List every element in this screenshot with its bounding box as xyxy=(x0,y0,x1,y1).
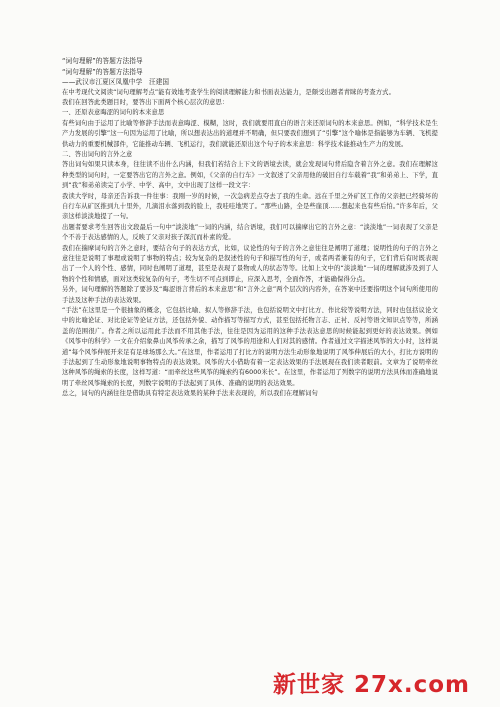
paragraph-lead: 我们在回答此类题目时，要答出下面两个核心层次的意思： xyxy=(62,98,229,106)
paragraph-additional: 另外，词句理解的答题除了要涉及“晦涩语言背后的本来意思”和“言外之意”两个层次的内容外，在答案中还要指明这个词句所使用的手法及这种手法的表达效果。 xyxy=(62,286,438,304)
article-body xyxy=(62,56,438,400)
paragraph-technique: “手法”在这里是一个很抽象的概念，它包括比喻、拟人等修辞手法，也包括说明文中打比方、作比较等说明方法，同时也包括议论文中的比喻论证、对比论证等论证方法，还包括外貌、动作描写等描写方式，甚至包括托物言志、正衬、反衬等语文知识点等等，所涵盖的范围很广。作者之所以运用此手法而不用其他手法，往往是因为运用的这种手法表达意思的时候能起到更好的表达效果。例如《风筝中的科学》一文在介绍象鼻山风筝传承之余，描写了风筝的用途和人们对其的感情。作者通过文字描述风筝的大小时，这样说道“每个风筝伸展开来足有足球场那么大。”在这里，作者运用了打比方的说明方法生动形象地说明了风筝伸展后的大小，打比方说明的手法起到了生动形象地说明事物特点的表达效果。风筝的大小借助有着一定表达效果的手法展现在我们读者眼前。文章为了说明牵丝这种风筝的绳索的长度，这样写道：“而牵丝这些风筝的绳索约有6000米长”。在这里，作者运用了列数字的说明方法具体而准确地说明了牵丝风筝绳索的长度，列数字说明的手法起到了具体、准确的说明的表达效果。 xyxy=(62,307,438,387)
section-heading-1: 一、还原表意晦涩的词句的本来意思 xyxy=(62,109,165,117)
paragraph-section-2: 答出词句如果只读本身，往往读不出什么内涵，但我们若结合上下文的语境去读，就会发现词句背后隐含着言外之意。我们在理解这种类型的词句时，一定要答出它的言外之意。例如，《父亲的自行车》一文叙述了父亲用他的破旧自行车载着“我”和弟弟上、下学，直到“我”和弟弟读完了小学、中学、高中，文中出现了这样一段文字： xyxy=(62,161,438,190)
paragraph-method: 我们在揣摩词句的言外之意时，要结合句子的表达方式，比如，议论性的句子的言外之意往往是阐明了道理；说明性的句子的言外之意往往是说明了事理或说明了事物的特点；较为复杂的是叙述性的句子和描写性的句子，或者两者兼有的句子，它们背后有时既表现出了一个人的个性、感情，同时也阐明了道理，甚至是表现了景物或人的状态等等。比如上文中的“淡淡地”一词的理解就涉及到了人物的个性和情感，面对这类较复杂的句子，考生切不可点到即止，应深入思考，全面作答，才能确保得分点。 xyxy=(62,244,438,283)
article-title-repeat: “词句理解”的答题方法指导 xyxy=(62,67,143,76)
article-author: ——武汉市江夏区凤凰中学 汪建国 xyxy=(62,78,170,86)
paragraph-analysis: 出题者要求考生回答出文段最后一句中“淡淡地”一词的内涵，结合语境，我们可以揣摩出它的言外之意：“淡淡地”一词表现了父亲是个不善于表达感情的人，反映了父亲对孩子深沉而朴素的爱。 xyxy=(62,223,438,242)
site-watermark-logo: 新世家 27x.com xyxy=(273,672,470,698)
article-title: “词句理解”的答题方法指导 xyxy=(62,57,143,65)
section-heading-2: 二、答出词句的言外之意 xyxy=(62,150,133,158)
paragraph-intro: 在中考现代文阅读“词句理解考点”能有效地考查学生的阅读理解能力和书面表达能力，是颇受出题者青睐的考查方式。 xyxy=(62,88,395,96)
paragraph-quote: 我读大学时，母亲还告诉我一件往事：我刚一岁的时候，一次急病差点夺去了我的生命。远在千里之外矿区工作的父亲把已经骑坏的自行车从矿区推到九十里外，几滴泪水落到我的脸上，我哇哇地哭了。“那些山路，全是些崖顶……想起来也有些后怕。”许多年后，父亲这样淡淡地提了一句。 xyxy=(62,192,438,221)
paragraph-summary: 总之，词句的内涵往往是借助具有特定表达效果的某种手法来表现的，所以我们在理解词句 xyxy=(62,390,318,398)
paragraph-section-1: 有些词句由于运用了比喻等修辞手法而表意晦涩、模糊，这时，我们就要用直白的语言来还原词句的本来意思。例如，“科学技术是生产力发展的引擎”这一句因为运用了比喻，所以想表达出的道理并不明确，但只要我们想到了“引擎”这个喻体是指能够为车辆、飞机提供动力的重要机械部件，它能推动车辆、飞机运行，我们就能还原出这个句子的本来意思：科学技术能推动生产力的发展。 xyxy=(62,119,438,148)
